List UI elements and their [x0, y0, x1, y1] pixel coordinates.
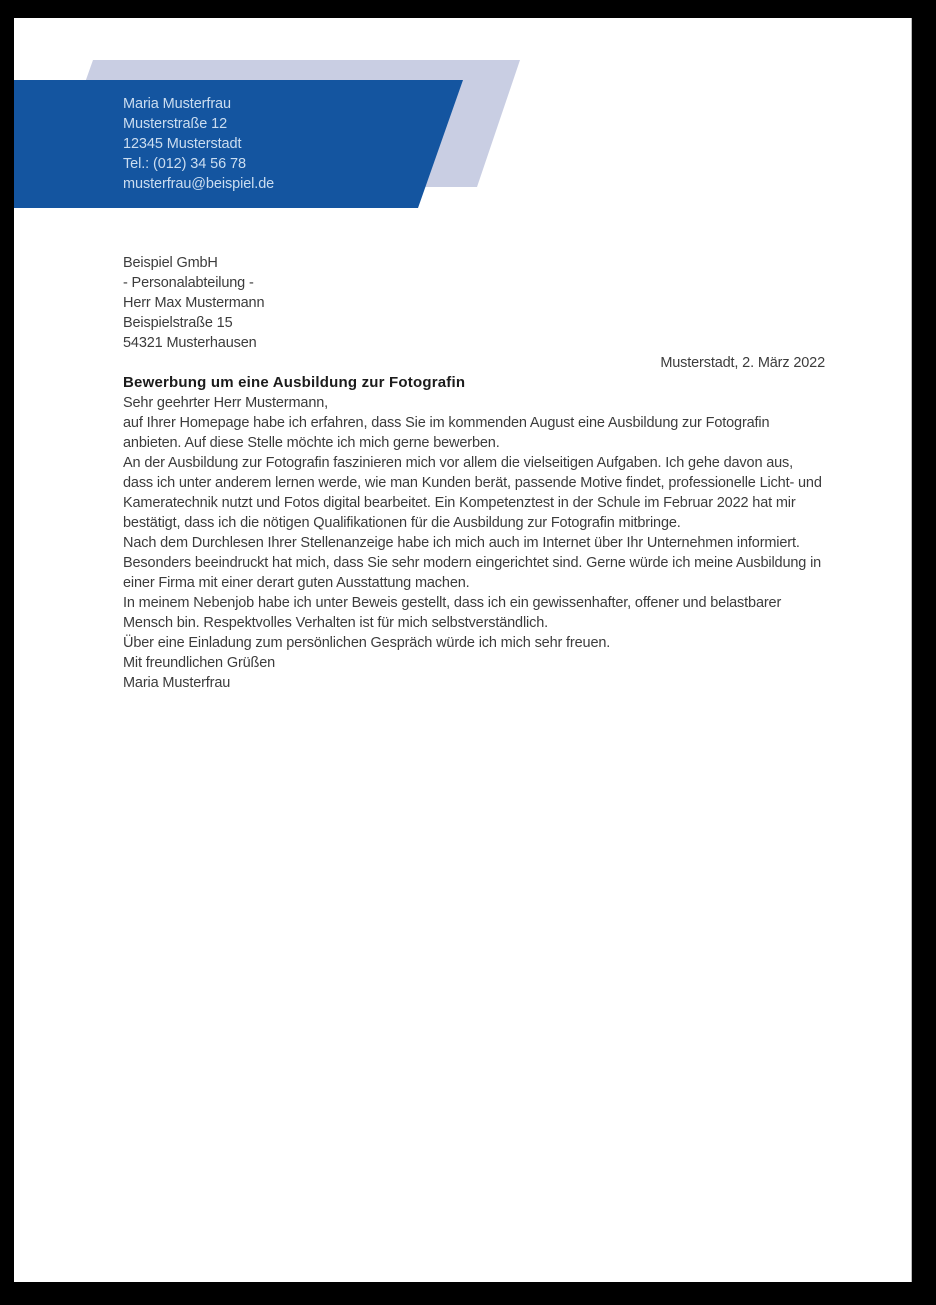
salutation: Sehr geehrter Herr Mustermann,	[123, 395, 329, 411]
letterhead	[14, 18, 911, 218]
sender-address-block	[123, 94, 274, 194]
body-paragraph: Nach dem Durchlesen Ihrer Stellenanzeige habe ich mich auch im Internet über Ihr Unternehmen informiert. Besonders beeindruckt hat mich, dass Sie sehr modern eingerichtet sind. Gerne würde ich meine Ausbildung in einer Firma mit einer derart guten Ausstattung machen.	[123, 535, 822, 591]
recipient-address-block	[123, 253, 825, 353]
body-paragraph: Über eine Einladung zum persönlichen Gespräch würde ich mich sehr freuen.	[123, 635, 611, 651]
body-paragraph: An der Ausbildung zur Fotografin faszinieren mich vor allem die vielseitigen Aufgaben. Ich gehe davon aus, dass ich unter anderem lernen werde, wie man Kunden berät, passende Motive findet, professionelle Licht- und Kameratechnik nutzt und Fotos digital bearbeitet. Ein Kompetenztest in der Schule im Februar 2022 hat mir bestätigt, dass ich die nötigen Qualifikationen für die Ausbildung zur Fotografin mitbringe.	[123, 455, 822, 531]
date-line: Musterstadt, 2. März 2022	[660, 355, 825, 371]
sender-phone: Tel.: (012) 34 56 78	[123, 156, 246, 172]
body-paragraph: auf Ihrer Homepage habe ich erfahren, dass Sie im kommenden August eine Ausbildung zur Fotografin anbieten. Auf diese Stelle möchte ich mich gerne bewerben.	[123, 415, 770, 451]
sender-city: 12345 Musterstadt	[123, 136, 242, 152]
sender-street: Musterstraße 12	[123, 116, 228, 132]
recipient-company: Beispiel GmbH	[123, 255, 218, 271]
letter-content	[123, 253, 825, 693]
sender-email: musterfrau@beispiel.de	[123, 176, 275, 192]
recipient-department: - Personalabteilung -	[123, 275, 254, 291]
recipient-street: Beispielstraße 15	[123, 315, 233, 331]
sender-name: Maria Musterfrau	[123, 96, 231, 112]
recipient-city: 54321 Musterhausen	[123, 335, 257, 351]
closing-formula: Mit freundlichen Grüßen	[123, 655, 276, 671]
body-paragraph: In meinem Nebenjob habe ich unter Beweis gestellt, dass ich ein gewissenhafter, offener und belastbarer Mensch bin. Respektvolles Verhalten ist für mich selbstverständlich.	[123, 595, 782, 631]
recipient-contact: Herr Max Mustermann	[123, 295, 265, 311]
letter-page	[14, 18, 912, 1282]
subject-line: Bewerbung um eine Ausbildung zur Fotografin	[123, 374, 466, 391]
signature-name: Maria Musterfrau	[123, 675, 231, 691]
